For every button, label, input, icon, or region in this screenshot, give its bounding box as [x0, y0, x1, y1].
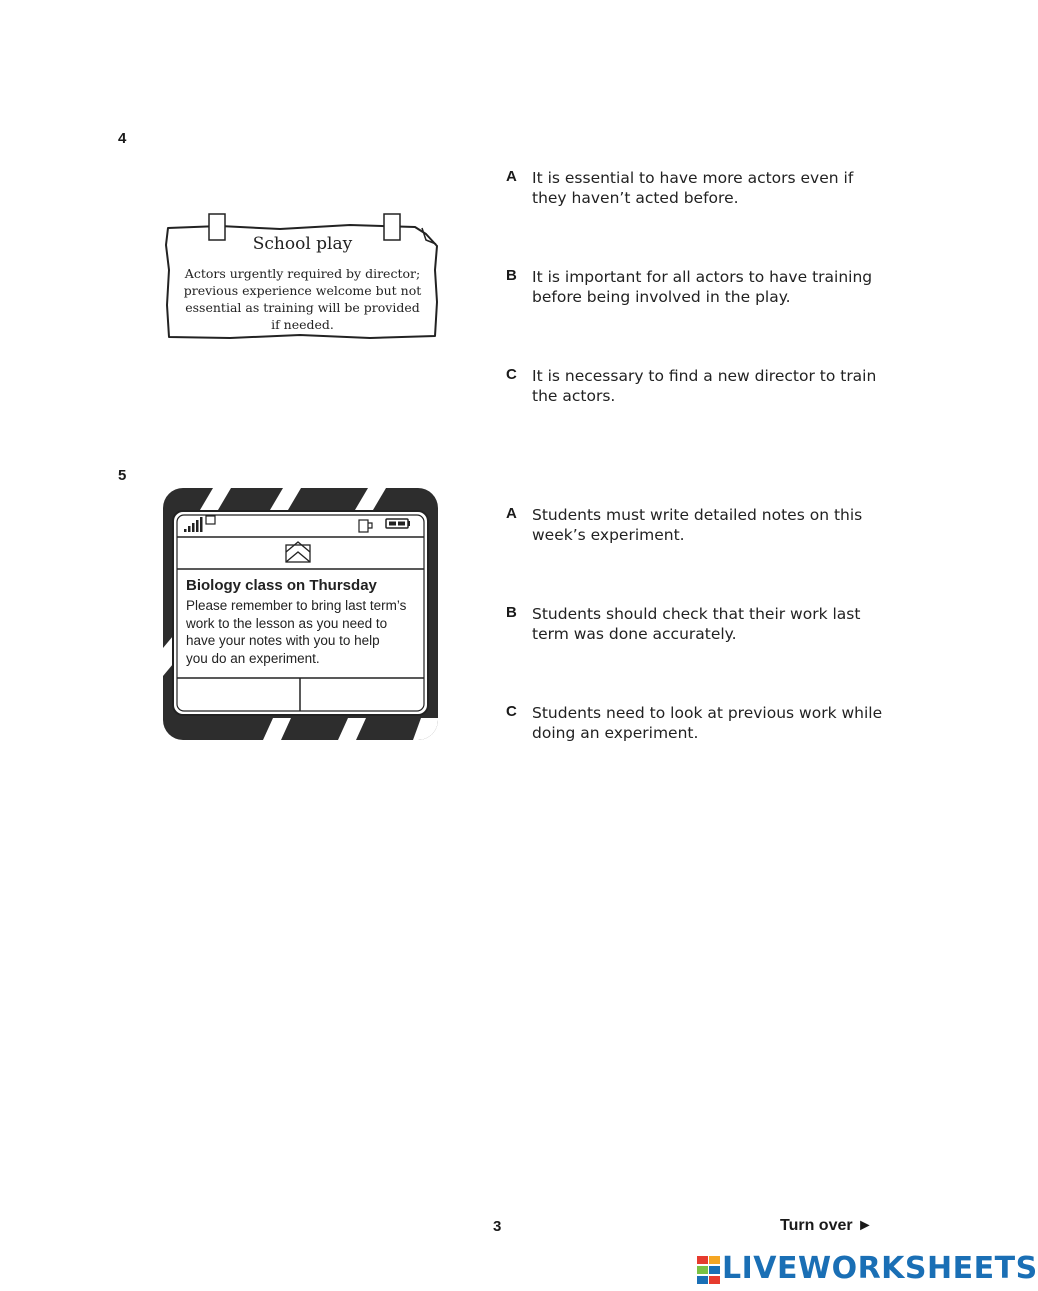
brand-name: LIVEWORKSHEETS [722, 1251, 1038, 1286]
option-text [532, 366, 892, 406]
notice-line: essential as training will be provided [185, 300, 420, 315]
message-line: Please remember to bring last term’s [186, 598, 407, 613]
option-text [532, 604, 892, 644]
option-letter: A [506, 168, 517, 185]
option-line: term was done accurately. [532, 625, 737, 643]
option-text [532, 505, 892, 545]
message-title: Biology class on Thursday [186, 577, 377, 594]
option-text [532, 267, 892, 307]
question-number: 4 [118, 130, 127, 147]
notice-line: if needed. [271, 317, 334, 332]
option-line: Students must write detailed notes on this [532, 506, 863, 524]
option-letter: A [506, 505, 517, 522]
page-number: 3 [493, 1218, 502, 1235]
option-line: week’s experiment. [532, 526, 685, 544]
option-text [532, 703, 892, 743]
option-line: before being involved in the play. [532, 288, 791, 306]
notice-title: School play [252, 234, 353, 254]
message-line: work to the lesson as you need to [186, 615, 388, 631]
notice-line: Actors urgently required by director; [184, 266, 421, 281]
turn-over-label: Turn over ► [780, 1217, 873, 1234]
message-body [186, 597, 426, 667]
option-line: It is essential to have more actors even if [532, 169, 854, 187]
notice-body [160, 265, 445, 333]
option-letter: B [506, 267, 517, 284]
option-line: Students should check that their work last [532, 605, 861, 623]
option-line: Students need to look at previous work while [532, 704, 883, 722]
message-line: have your notes with you to help [186, 633, 380, 648]
option-text [532, 168, 892, 208]
school-play-notice [160, 210, 445, 345]
option-line: they haven’t acted before. [532, 189, 739, 207]
message-line: you do an experiment. [186, 650, 320, 666]
option-letter: B [506, 604, 517, 621]
option-letter: C [506, 366, 517, 383]
option-line: doing an experiment. [532, 724, 699, 742]
logo-blocks-icon [697, 1256, 721, 1284]
option-line: It is necessary to find a new director to train [532, 367, 877, 385]
option-line: It is important for all actors to have training [532, 268, 873, 286]
option-letter: C [506, 703, 517, 720]
question-number: 5 [118, 467, 127, 484]
option-line: the actors. [532, 387, 616, 405]
notice-line: previous experience welcome but not [183, 283, 422, 298]
phone-message [163, 488, 438, 740]
